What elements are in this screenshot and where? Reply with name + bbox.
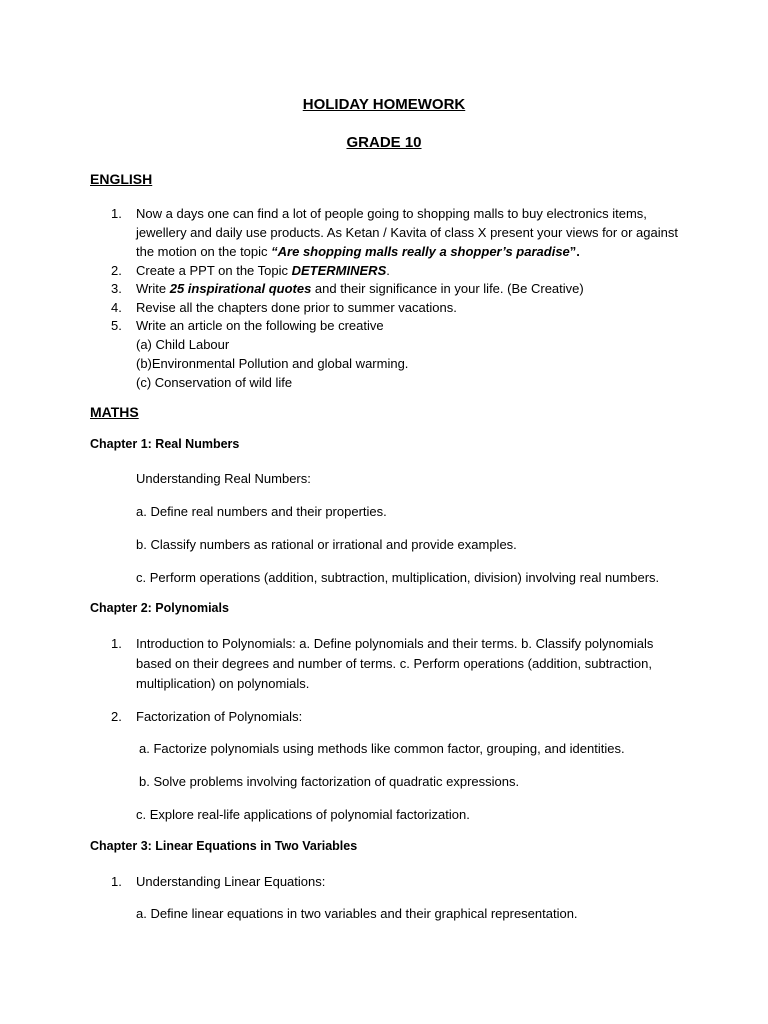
english-item-5-c: (c) Conservation of wild life <box>136 375 293 390</box>
english-item-3 <box>136 279 584 298</box>
chapter-2-item-1-line-3: multiplication) on polynomials. <box>136 676 310 691</box>
chapter-2-item-1-line-1: Introduction to Polynomials: a. Define polynomials and their terms. b. Classify polynomials <box>136 636 654 651</box>
chapter-3-title: Chapter 3: Linear Equations in Two Variables <box>90 839 358 853</box>
chapter-2-item-a: a. Factorize polynomials using methods like common factor, grouping, and identities. <box>139 741 625 756</box>
document-title: HOLIDAY HOMEWORK <box>302 96 466 113</box>
maths-heading: MATHS <box>90 404 139 420</box>
english-heading: ENGLISH <box>90 171 153 187</box>
chapter-2-title: Chapter 2: Polynomials <box>90 601 229 615</box>
chapter-2-item-2: Factorization of Polynomials: <box>136 709 303 724</box>
chapter-3-item-1: Understanding Linear Equations: <box>136 874 326 889</box>
english-item-1-line-3-pre: the motion on the topic <box>136 244 272 259</box>
english-item-3-post: and their significance in your life. (Be Creative) <box>311 281 584 296</box>
english-item-1-line-3-post: ”. <box>569 244 580 259</box>
english-item-4: Revise all the chapters done prior to summer vacations. <box>136 300 457 315</box>
english-item-2-post: . <box>386 263 390 278</box>
chapter-3-item-a: a. Define linear equations in two variables and their graphical representation. <box>136 906 578 921</box>
english-item-1-line-2: jewellery and daily use products. As Ketan / Kavita of class X present your views for or against <box>136 225 678 240</box>
english-item-5-a: (a) Child Labour <box>136 337 230 352</box>
english-item-1-topic: “Are shopping malls really a shopper’s paradise <box>271 244 570 259</box>
grade-heading: GRADE 10 <box>346 134 422 151</box>
chapter-1-item-b: b. Classify numbers as rational or irrational and provide examples. <box>136 537 517 552</box>
chapter-1-title: Chapter 1: Real Numbers <box>90 437 240 451</box>
english-item-3-quotes: 25 inspirational quotes <box>169 281 312 296</box>
english-item-2 <box>136 261 390 280</box>
chapter-2-item-1-line-2: based on their degrees and number of terms. c. Perform operations (addition, subtraction, <box>136 656 652 671</box>
english-item-1-line-1: Now a days one can find a lot of people going to shopping malls to buy electronics items, <box>136 206 647 221</box>
english-item-2-number: 2. <box>111 263 122 278</box>
chapter-2-item-b: b. Solve problems involving factorization of quadratic expressions. <box>139 774 520 789</box>
english-item-1-number: 1. <box>111 206 122 221</box>
english-item-4-number: 4. <box>111 300 122 315</box>
chapter-3-item-1-number: 1. <box>111 874 122 889</box>
english-item-2-pre: Create a PPT on the Topic <box>136 263 292 278</box>
chapter-1-intro: Understanding Real Numbers: <box>136 471 311 486</box>
chapter-2-item-2-number: 2. <box>111 709 122 724</box>
chapter-2-item-1-number: 1. <box>111 636 122 651</box>
chapter-1-item-a: a. Define real numbers and their properties. <box>136 504 387 519</box>
english-item-3-number: 3. <box>111 281 122 296</box>
english-item-5: Write an article on the following be creative <box>136 318 384 333</box>
english-item-1-line-3 <box>136 242 580 261</box>
chapter-2-item-c: c. Explore real-life applications of polynomial factorization. <box>136 807 470 822</box>
chapter-1-item-c: c. Perform operations (addition, subtraction, multiplication, division) involving real numbers. <box>136 570 660 585</box>
english-item-5-b: (b)Environmental Pollution and global warming. <box>136 356 409 371</box>
english-item-3-pre: Write <box>136 281 170 296</box>
english-item-2-topic: DETERMINERS <box>291 263 387 278</box>
english-item-5-number: 5. <box>111 318 122 333</box>
